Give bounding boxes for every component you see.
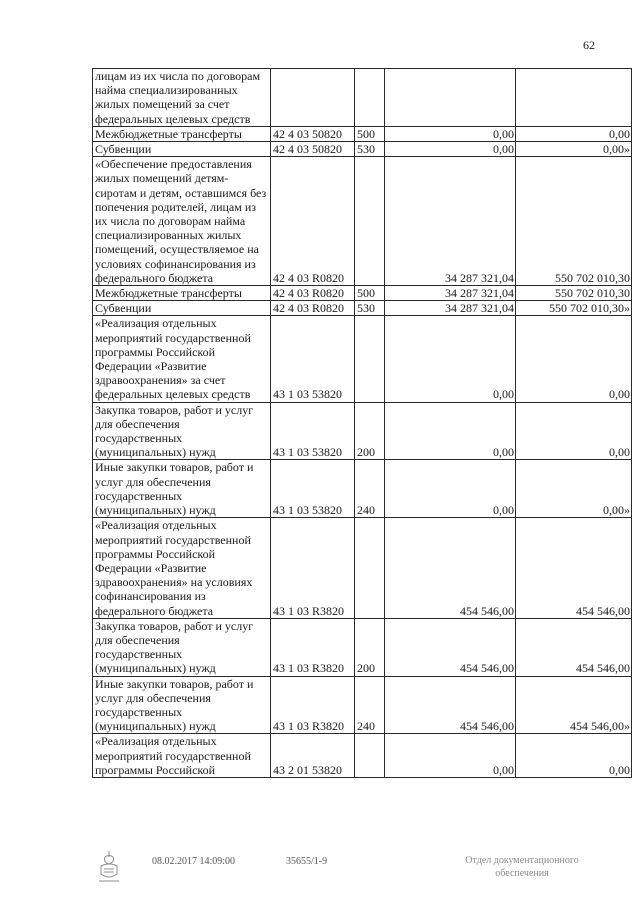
cell-vr: 500 bbox=[355, 126, 385, 141]
cell-vr: 240 bbox=[355, 460, 385, 518]
cell-amount-1: 0,00 bbox=[385, 142, 516, 157]
cell-amount-2: 550 702 010,30 bbox=[516, 157, 632, 286]
cell-amount-1 bbox=[385, 69, 516, 127]
cell-amount-2: 454 546,00» bbox=[516, 676, 632, 734]
cell-csr: 42 4 03 R0820 bbox=[271, 286, 355, 301]
cell-name: Субвенции bbox=[93, 142, 271, 157]
cell-csr: 43 1 03 R3820 bbox=[271, 518, 355, 618]
cell-amount-2: 0,00» bbox=[516, 460, 632, 518]
cell-amount-2: 550 702 010,30» bbox=[516, 301, 632, 316]
page-footer bbox=[0, 856, 640, 896]
cell-amount-2: 0,00» bbox=[516, 142, 632, 157]
footer-datetime: 08.02.2017 14:09:00 bbox=[152, 856, 236, 867]
cell-amount-2: 0,00 bbox=[516, 126, 632, 141]
cell-csr: 43 1 03 53820 bbox=[271, 402, 355, 460]
cell-vr bbox=[355, 157, 385, 286]
footer-doc-ref: 35655/1-9 bbox=[286, 856, 328, 867]
cell-amount-1: 454 546,00 bbox=[385, 518, 516, 618]
table-row bbox=[93, 301, 632, 316]
table-row bbox=[93, 676, 632, 734]
cell-name: Закупка товаров, работ и услуг для обеспечения государственных (муниципальных) нужд bbox=[93, 402, 271, 460]
stamp-line-1: Отдел документационного bbox=[465, 855, 579, 866]
cell-amount-2 bbox=[516, 69, 632, 127]
cell-vr bbox=[355, 69, 385, 127]
cell-amount-2: 0,00 bbox=[516, 734, 632, 778]
cell-amount-1: 34 287 321,04 bbox=[385, 301, 516, 316]
cell-name: Межбюджетные трансферты bbox=[93, 126, 271, 141]
cell-name: «Обеспечение предоставления жилых помещений детям-сиротам и детям, оставшимся без попечения родителей, лицам из их числа по договорам найма специализированных жилых помещений, осуществляемое на условиях софинансирования из федерального бюджета bbox=[93, 157, 271, 286]
cell-vr: 530 bbox=[355, 301, 385, 316]
cell-amount-1: 0,00 bbox=[385, 460, 516, 518]
cell-csr bbox=[271, 69, 355, 127]
cell-amount-1: 34 287 321,04 bbox=[385, 157, 516, 286]
emblem-icon bbox=[96, 848, 122, 884]
cell-vr: 530 bbox=[355, 142, 385, 157]
cell-csr: 43 2 01 53820 bbox=[271, 734, 355, 778]
cell-name: Иные закупки товаров, работ и услуг для обеспечения государственных (муниципальных) нужд bbox=[93, 676, 271, 734]
table-row bbox=[93, 618, 632, 676]
cell-amount-2: 550 702 010,30 bbox=[516, 286, 632, 301]
cell-vr bbox=[355, 734, 385, 778]
cell-vr: 500 bbox=[355, 286, 385, 301]
cell-amount-2: 454 546,00 bbox=[516, 618, 632, 676]
cell-amount-1: 454 546,00 bbox=[385, 618, 516, 676]
cell-amount-1: 0,00 bbox=[385, 316, 516, 402]
cell-name: Закупка товаров, работ и услуг для обеспечения государственных (муниципальных) нужд bbox=[93, 618, 271, 676]
cell-name: лицам из их числа по договорам найма специализированных жилых помещений за счет федеральных целевых средств bbox=[93, 69, 271, 127]
cell-name: «Реализация отдельных мероприятий государственной программы Российской bbox=[93, 734, 271, 778]
table-row bbox=[93, 316, 632, 402]
cell-name: «Реализация отдельных мероприятий государственной программы Российской Федерации «Развитие здравоохранения» за счет федеральных целевых средств bbox=[93, 316, 271, 402]
table-row bbox=[93, 69, 632, 127]
cell-csr: 43 1 03 53820 bbox=[271, 460, 355, 518]
cell-csr: 43 1 03 R3820 bbox=[271, 618, 355, 676]
cell-vr bbox=[355, 518, 385, 618]
cell-vr: 200 bbox=[355, 618, 385, 676]
cell-csr: 43 1 03 R3820 bbox=[271, 676, 355, 734]
cell-amount-1: 0,00 bbox=[385, 402, 516, 460]
table-row bbox=[93, 157, 632, 286]
cell-amount-1: 0,00 bbox=[385, 126, 516, 141]
table-row bbox=[93, 734, 632, 778]
cell-amount-2: 0,00 bbox=[516, 402, 632, 460]
cell-amount-2: 454 546,00 bbox=[516, 518, 632, 618]
cell-name: Иные закупки товаров, работ и услуг для обеспечения государственных (муниципальных) нужд bbox=[93, 460, 271, 518]
table-row bbox=[93, 460, 632, 518]
budget-table bbox=[92, 68, 632, 778]
cell-name: Субвенции bbox=[93, 301, 271, 316]
cell-name: Межбюджетные трансферты bbox=[93, 286, 271, 301]
cell-csr: 42 4 03 50820 bbox=[271, 142, 355, 157]
cell-csr: 42 4 03 50820 bbox=[271, 126, 355, 141]
table-row bbox=[93, 518, 632, 618]
cell-amount-1: 34 287 321,04 bbox=[385, 286, 516, 301]
cell-csr: 42 4 03 R0820 bbox=[271, 301, 355, 316]
footer-stamp bbox=[452, 854, 592, 880]
table-row bbox=[93, 126, 632, 141]
cell-vr: 240 bbox=[355, 676, 385, 734]
table-body bbox=[93, 69, 632, 778]
cell-amount-2: 0,00 bbox=[516, 316, 632, 402]
cell-vr bbox=[355, 316, 385, 402]
cell-csr: 42 4 03 R0820 bbox=[271, 157, 355, 286]
table-row bbox=[93, 402, 632, 460]
cell-name: «Реализация отдельных мероприятий государственной программы Российской Федерации «Развитие здравоохранения» на условиях софинансирования из федерального бюджета bbox=[93, 518, 271, 618]
cell-amount-1: 454 546,00 bbox=[385, 676, 516, 734]
cell-vr: 200 bbox=[355, 402, 385, 460]
page-number: 62 bbox=[583, 38, 595, 52]
table-row bbox=[93, 286, 632, 301]
stamp-line-2: обеспечения bbox=[495, 868, 549, 879]
table-row bbox=[93, 142, 632, 157]
cell-amount-1: 0,00 bbox=[385, 734, 516, 778]
cell-csr: 43 1 03 53820 bbox=[271, 316, 355, 402]
